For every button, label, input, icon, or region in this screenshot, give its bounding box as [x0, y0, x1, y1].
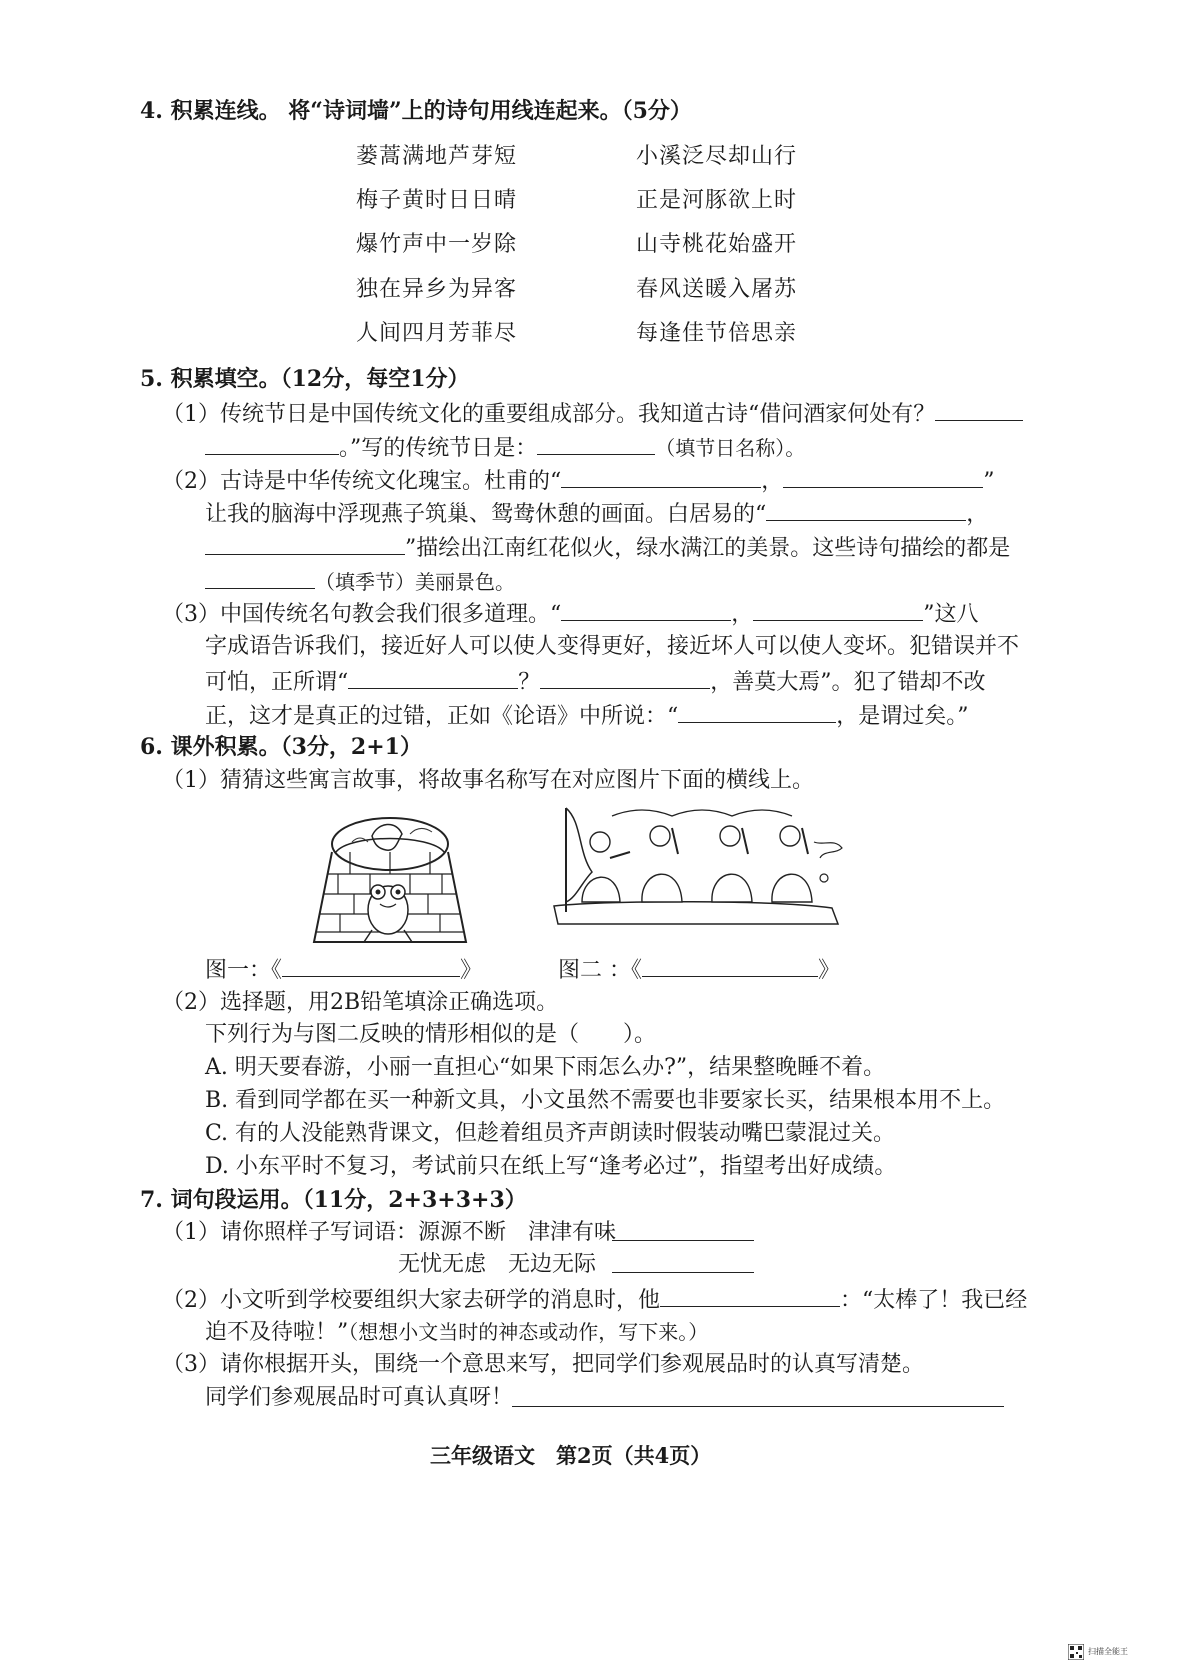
- q5-p2-quote: ”: [983, 469, 995, 494]
- q6-title: 6. 课外积累。（3分，2+1）: [140, 734, 422, 760]
- poem-left-line[interactable]: 梅子黄时日日晴: [356, 188, 518, 213]
- q5-blank-4[interactable]: [561, 465, 761, 488]
- q7-p1-text-a: （1）请你照样子写词语：源源不断 津津有味: [162, 1220, 616, 1245]
- q5-blank-7[interactable]: [205, 532, 405, 555]
- q5-blank-3[interactable]: [537, 432, 655, 455]
- q5-blank-1[interactable]: [935, 398, 1023, 421]
- q5-p3-text-d: 可怕，正所谓“: [205, 670, 349, 695]
- q5-p3-text-e: ？: [518, 670, 541, 695]
- q5-blank-9[interactable]: [561, 598, 731, 621]
- frog-in-well-illustration: [310, 812, 470, 952]
- q5-blank-8[interactable]: [205, 566, 315, 589]
- q5-p1-text-a: （1）传统节日是中国传统文化的重要组成部分。我知道古诗“借问酒家何处有？: [162, 402, 936, 427]
- q5-p1-text-c: （填节日名称）。: [655, 436, 806, 460]
- q7-blank-3[interactable]: [660, 1284, 840, 1307]
- q7-p2-note: （想想小文当时的神态或动作，写下来。）: [348, 1320, 709, 1344]
- q5-title: 5. 积累填空。（12分，每空1分）: [140, 366, 470, 392]
- fig1-label: 图一：《: [205, 958, 283, 983]
- fig1-answer-blank[interactable]: [282, 954, 460, 977]
- q5-p2-line4: [205, 566, 515, 598]
- q5-p3-line1: [162, 598, 979, 630]
- q5-blank-13[interactable]: [678, 700, 836, 723]
- q6-p2: （2）选择题，用2B铅笔填涂正确选项。: [162, 990, 559, 1015]
- q6-p1: （1）猜猜这些寓言故事，将故事名称写在对应图片下面的横线上。: [162, 768, 814, 793]
- q5-p3-line4: [205, 700, 969, 732]
- q4-title: 4. 积累连线。 将“诗词墙”上的诗句用线连起来。（5分）: [140, 98, 692, 124]
- option-c[interactable]: C. 有的人没能熟背课文，但趁着组员齐声朗读时假装动嘴巴蒙混过关。: [205, 1121, 896, 1146]
- option-a[interactable]: A. 明天要春游，小丽一直担心“如果下雨怎么办?”，结果整晚睡不着。: [205, 1055, 886, 1080]
- q5-blank-12[interactable]: [540, 666, 710, 689]
- poem-right-line[interactable]: 正是河豚欲上时: [636, 188, 798, 213]
- fig2-caption: [558, 954, 840, 986]
- musicians-illustration: [552, 802, 844, 930]
- q7-p2-text-a: （2）小文听到学校要组织大家去研学的消息时，他: [162, 1288, 660, 1313]
- q5-p2-comma-2: ，: [966, 502, 989, 527]
- q7-p1-line1: [162, 1218, 616, 1248]
- poem-left-line[interactable]: 人间四月芳菲尽: [356, 321, 518, 346]
- poem-right-line[interactable]: 小溪泛尽却山行: [636, 144, 798, 169]
- q5-p3-text-a: （3）中国传统名句教会我们很多道理。“: [162, 602, 562, 627]
- q6-p2-question: 下列行为与图二反映的情形相似的是（ ）。: [205, 1022, 657, 1047]
- q7-p1-line2: 无忧无虑 无边无际: [398, 1252, 597, 1277]
- q7-p2-text-b: ：“太棒了！我已经: [840, 1288, 1028, 1313]
- q5-p3-text-f: ，善莫大焉”。犯了错却不改: [710, 670, 986, 695]
- fig2-answer-blank[interactable]: [642, 954, 818, 977]
- q7-p2-line2: [205, 1317, 708, 1348]
- q5-p2-text-c: ”描绘出江南红花似火，绿水满江的美景。这些诗句描绘的都是: [405, 536, 1011, 561]
- poem-left-line[interactable]: 蒌蒿满地芦芽短: [356, 144, 518, 169]
- q5-blank-6[interactable]: [766, 498, 966, 521]
- q7-blank-4[interactable]: [512, 1406, 1004, 1407]
- option-b[interactable]: B. 看到同学都在买一种新文具，小文虽然不需要也非要家长买，结果根本用不上。: [205, 1088, 1006, 1113]
- fig2-label: 图二 ：《: [558, 958, 642, 983]
- q5-blank-10[interactable]: [753, 598, 923, 621]
- q5-p2-text-b: 让我的脑海中浮现燕子筑巢、鸳鸯休憩的画面。白居易的“: [205, 502, 767, 527]
- q5-p3-comma: ，: [731, 602, 754, 627]
- fig1-close: 》: [460, 958, 483, 983]
- q7-p3-line1: （3）请你根据开头，围绕一个意思来写，把同学们参观展品时的认真写清楚。: [162, 1352, 924, 1377]
- q5-p2-text-d: （填季节）美丽景色。: [315, 570, 515, 594]
- q5-p3-line2: 字成语告诉我们，接近好人可以使人变得更好，接近坏人可以使人变坏。犯错误并不: [205, 634, 1020, 659]
- poem-right-line[interactable]: 春风送暖入屠苏: [636, 277, 798, 302]
- poem-right-line[interactable]: 山寺桃花始盛开: [636, 232, 798, 257]
- q5-p2-line1: [162, 465, 995, 497]
- q5-p3-line3: [205, 666, 986, 698]
- q7-p3-line2: 同学们参观展品时可真认真呀！: [205, 1385, 514, 1410]
- q5-p3-text-h: ，是谓过矣。”: [836, 704, 969, 729]
- fig2-close: 》: [818, 958, 841, 983]
- q7-blank-2[interactable]: [612, 1272, 754, 1273]
- fig1-caption: [205, 954, 482, 986]
- q5-blank-5[interactable]: [783, 465, 983, 488]
- q5-blank-11[interactable]: [348, 666, 518, 689]
- q7-p2-text-c: 迫不及待啦！”: [205, 1320, 349, 1345]
- qr-code-icon: [1068, 1644, 1084, 1660]
- watermark-text: 扫描全能王: [1088, 1647, 1128, 1656]
- option-d[interactable]: D. 小东平时不复习，考试前只在纸上写“逢考必过”，指望考出好成绩。: [205, 1154, 897, 1179]
- q5-p2-line2: [205, 498, 988, 530]
- q5-p1-text-b: 。”写的传统节日是：: [339, 436, 538, 461]
- poem-right-line[interactable]: 每逢佳节倍思亲: [636, 321, 798, 346]
- q5-p1-line1: [162, 398, 1023, 430]
- q5-blank-2[interactable]: [205, 432, 339, 455]
- q5-p2-comma: ，: [761, 469, 784, 494]
- page-footer: 三年级语文 第2页（共4页）: [430, 1443, 712, 1468]
- q5-p3-text-b: ”这八: [923, 602, 979, 627]
- q7-title: 7. 词句段运用。（11分，2+3+3+3）: [140, 1187, 527, 1213]
- q5-p2-line3: [205, 532, 1010, 564]
- poem-left-line[interactable]: 爆竹声中一岁除: [356, 232, 518, 257]
- q5-p1-line2: [205, 432, 805, 464]
- poem-left-line[interactable]: 独在异乡为异客: [356, 277, 518, 302]
- q7-blank-1[interactable]: [612, 1240, 754, 1241]
- q5-p3-text-g: 正，这才是真正的过错，正如《论语》中所说：“: [205, 704, 679, 729]
- q7-p2-line1: [162, 1284, 1027, 1316]
- q5-p2-text-a: （2）古诗是中华传统文化瑰宝。杜甫的“: [162, 469, 562, 494]
